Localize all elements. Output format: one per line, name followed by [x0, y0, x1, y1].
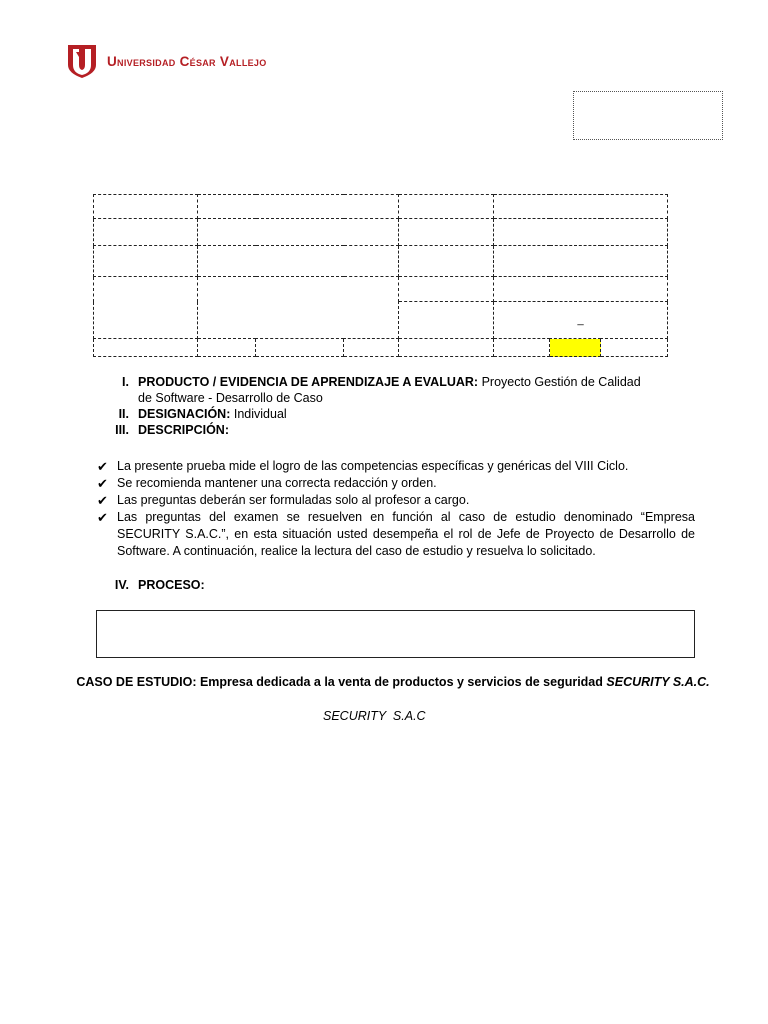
company-name: SECURITY S.A.C [323, 709, 426, 723]
info-dash: _ [494, 302, 668, 339]
info-cell [601, 339, 668, 357]
university-name: Universidad César Vallejo [107, 53, 267, 69]
info-cell [94, 339, 198, 357]
info-cell [399, 219, 494, 246]
description-bullets [97, 458, 695, 560]
info-cell [494, 339, 550, 357]
info-cell [94, 219, 198, 246]
info-cell [198, 195, 399, 219]
bullet-text: Las preguntas del examen se resuelven en función al caso de estudio denominado “Empresa SECURITY S.A.C.”, en esta situación usted desempeña el rol de Jefe de Proyecto de Desarrollo de Software. A continuación, realice la lectura del caso de estudio y resuelva lo solicitado. [117, 510, 695, 558]
checkmark-icon: ✔ [97, 459, 108, 474]
info-cell [494, 246, 668, 277]
info-cell [399, 339, 494, 357]
info-cell [494, 195, 668, 219]
bullet-text: Se recomienda mantener una correcta redacción y orden. [117, 476, 437, 490]
info-cell [94, 277, 198, 339]
section-product [95, 374, 655, 406]
list-item [97, 509, 695, 560]
section-description [95, 422, 655, 438]
highlighted-cell [550, 339, 601, 357]
list-item [97, 458, 695, 475]
section-number: IV. [114, 578, 129, 592]
bullet-text: Las preguntas deberán ser formuladas solo al profesor a cargo. [117, 493, 470, 507]
instructions-sections [95, 374, 655, 438]
case-study-company: SECURITY S.A.C. [606, 675, 710, 689]
case-study-label: CASO DE ESTUDIO: Empresa dedicada a la venta de productos y servicios de seguridad [76, 675, 603, 689]
section-number: III. [115, 423, 129, 437]
info-cell [94, 246, 198, 277]
info-cell [399, 277, 494, 302]
student-info-table [93, 194, 668, 357]
section-label: DESCRIPCIÓN: [138, 423, 229, 437]
info-cell [198, 277, 399, 339]
university-logo [66, 43, 267, 79]
section-process [95, 577, 655, 593]
section-value: Proyecto Gestión de Calidad de Software - Desarrollo de Caso [138, 375, 641, 405]
info-cell [344, 339, 399, 357]
info-cell [198, 219, 399, 246]
info-cell [399, 246, 494, 277]
section-label: PROCESO: [138, 578, 205, 592]
info-cell [198, 339, 256, 357]
info-cell [94, 195, 198, 219]
section-number: II. [118, 407, 129, 421]
checkmark-icon: ✔ [97, 493, 108, 508]
section-designation [95, 406, 655, 422]
info-cell [399, 195, 494, 219]
section-value: Individual [233, 407, 287, 421]
process-box [96, 610, 695, 658]
section-label: DESIGNACIÓN: [138, 407, 231, 421]
section-number: I. [122, 375, 129, 389]
case-study-title [0, 675, 768, 689]
checkmark-icon: ✔ [97, 476, 108, 491]
info-cell [399, 302, 494, 339]
list-item [97, 475, 695, 492]
section-label: PRODUCTO / EVIDENCIA DE APRENDIZAJE A EVALUAR: [138, 375, 479, 389]
info-cell [198, 246, 399, 277]
info-cell [256, 339, 344, 357]
checkmark-icon: ✔ [97, 510, 108, 525]
grade-box [573, 91, 723, 140]
bullet-text: La presente prueba mide el logro de las competencias específicas y genéricas del VIII Ciclo. [117, 459, 629, 473]
list-item [97, 492, 695, 509]
ucv-shield-icon [66, 43, 98, 79]
info-cell [494, 277, 668, 302]
info-cell [494, 219, 668, 246]
